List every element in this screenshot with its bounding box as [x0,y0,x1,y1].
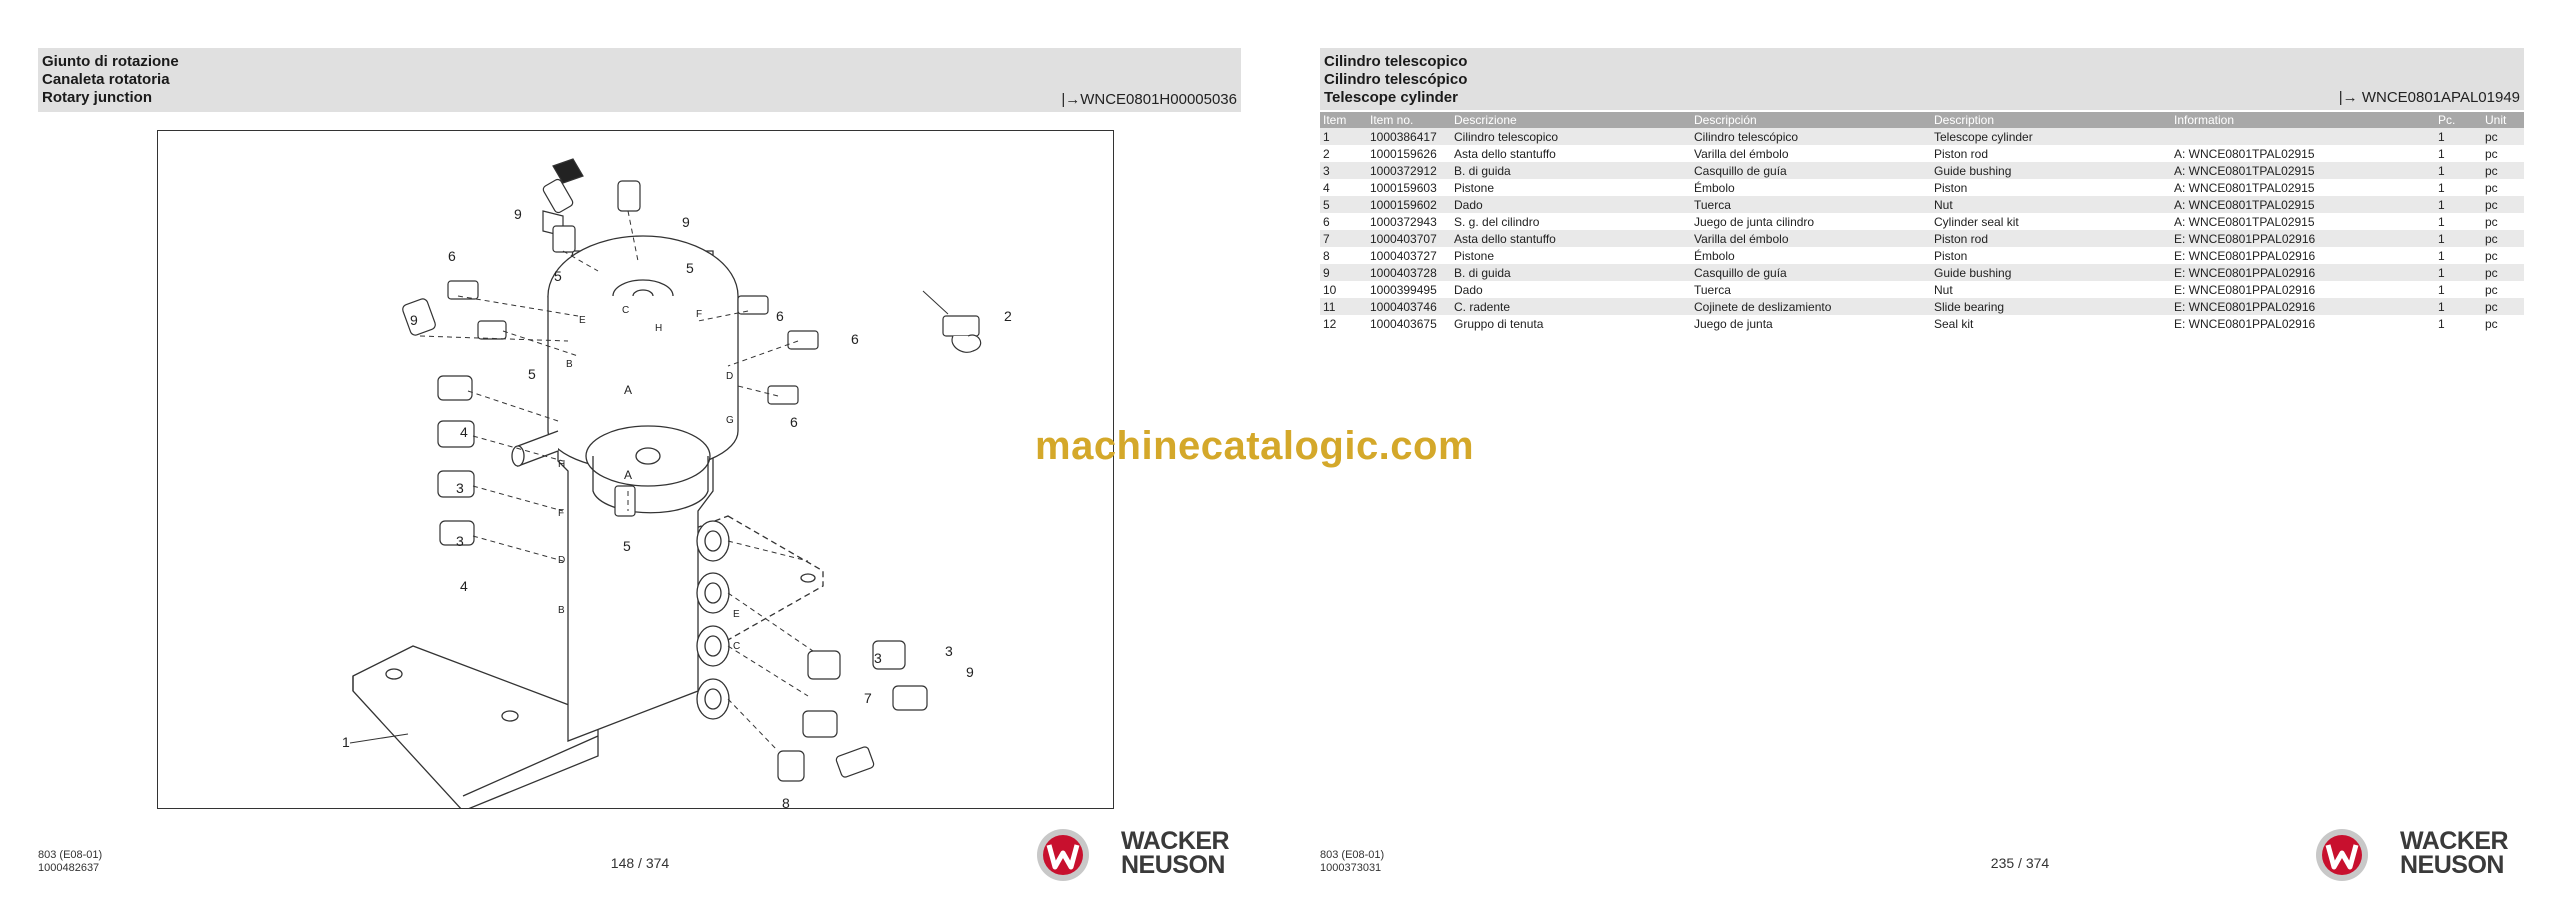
cell-unit: pc [2482,179,2524,196]
title-italian: Cilindro telescopico [1324,53,1468,70]
brand-wordmark: WACKER NEUSON [1121,827,1230,879]
callout-9b: 9 [682,214,690,230]
title-italian: Giunto di rotazione [42,53,179,70]
callout-4b: 4 [460,578,468,594]
cell-description: Nut [1931,196,2171,213]
parts-table-body [1320,128,2524,332]
watermark-text: machinecatalogic.com [1035,424,1475,468]
cell-pc: 1 [2435,162,2482,179]
cell-item-no: 1000159602 [1367,196,1451,213]
cell-item-no: 1000403727 [1367,247,1451,264]
table-row [1320,196,2524,213]
left-page-number: 148 / 374 [610,855,670,871]
callout-3d: 3 [945,643,953,659]
column-header-descripcion: Descripción [1691,112,1931,128]
cell-item: 8 [1320,247,1367,264]
cell-information: A: WNCE0801TPAL02915 [2171,162,2435,179]
table-row [1320,145,2524,162]
column-header-unit: Unit [2482,112,2524,128]
right-footer-codes [1320,849,1384,875]
cell-item: 4 [1320,179,1367,196]
cell-descripcion: Cilindro telescópico [1691,128,1931,145]
cell-descripcion: Juego de junta [1691,315,1931,332]
cell-descrizione: Dado [1451,281,1691,298]
cell-item-no: 1000159603 [1367,179,1451,196]
document-number: 1000373031 [1320,862,1382,874]
cell-item: 5 [1320,196,1367,213]
callout-6d: 6 [790,414,798,430]
cell-item-no: 1000159626 [1367,145,1451,162]
cell-item: 7 [1320,230,1367,247]
callout-6a: 6 [448,248,456,264]
callout-5b: 5 [686,260,694,276]
callout-3a: 3 [456,480,464,496]
cell-pc: 1 [2435,145,2482,162]
cell-description: Piston [1931,247,2171,264]
cell-descripcion: Varilla del émbolo [1691,230,1931,247]
cell-descrizione: Dado [1451,196,1691,213]
cell-item: 11 [1320,298,1367,315]
cell-information: E: WNCE0801PPAL02916 [2171,247,2435,264]
cell-pc: 1 [2435,281,2482,298]
callout-5a: 5 [554,268,562,284]
cell-unit: pc [2482,162,2524,179]
model-code: 803 (E08-01) [38,849,103,861]
cell-information: E: WNCE0801PPAL02916 [2171,230,2435,247]
cell-item-no: 1000372912 [1367,162,1451,179]
port-label-f1: F [696,309,703,320]
serial-range-code: |→ WNCE0801APAL01949 [2338,89,2520,106]
cell-item: 3 [1320,162,1367,179]
cell-item-no: 1000403707 [1367,230,1451,247]
callout-8: 8 [782,795,790,808]
rotary-junction-illustration [158,131,1113,808]
table-row [1320,230,2524,247]
cell-pc: 1 [2435,128,2482,145]
port-label-c2: C [733,641,741,652]
column-header-descrizione: Descrizione [1451,112,1691,128]
cell-pc: 1 [2435,247,2482,264]
cell-item-no: 1000399495 [1367,281,1451,298]
cell-description: Guide bushing [1931,264,2171,281]
port-label-g: G [726,415,734,426]
cell-descripcion: Cojinete de deslizamiento [1691,298,1931,315]
cell-information: A: WNCE0801TPAL02915 [2171,196,2435,213]
column-header-information: Information [2171,112,2435,128]
model-code: 803 (E08-01) [1320,849,1385,861]
table-header-row [1320,112,2524,128]
cell-pc: 1 [2435,264,2482,281]
cell-unit: pc [2482,213,2524,230]
cell-descripcion: Juego de junta cilindro [1691,213,1931,230]
cell-information: E: WNCE0801PPAL02916 [2171,315,2435,332]
column-header-item: Item [1320,112,1367,128]
wacker-neuson-emblem-icon [2314,827,2370,883]
left-title-bar [38,48,1241,112]
table-row [1320,264,2524,281]
cell-descrizione: Pistone [1451,179,1691,196]
wacker-neuson-logo [2314,827,2524,883]
callout-9d: 9 [966,664,974,680]
cell-unit: pc [2482,298,2524,315]
callout-6b: 6 [776,308,784,324]
right-page-number: 235 / 374 [1990,855,2050,871]
cell-item: 1 [1320,128,1367,145]
cell-pc: 1 [2435,196,2482,213]
cell-unit: pc [2482,128,2524,145]
port-label-d1: D [726,371,734,382]
table-row [1320,298,2524,315]
cell-descripcion: Casquillo de guía [1691,264,1931,281]
cell-description: Piston [1931,179,2171,196]
cell-information: E: WNCE0801PPAL02916 [2171,264,2435,281]
title-english: Telescope cylinder [1324,89,1458,106]
document-number: 1000482637 [38,862,100,874]
brand-wordmark: WACKER NEUSON [2400,827,2509,879]
cell-information: E: WNCE0801PPAL02916 [2171,281,2435,298]
cell-unit: pc [2482,315,2524,332]
cell-descrizione: Gruppo di tenuta [1451,315,1691,332]
title-spanish: Canaleta rotatoria [42,71,170,88]
cell-item-no: 1000403675 [1367,315,1451,332]
cell-unit: pc [2482,196,2524,213]
cell-descripcion: Varilla del émbolo [1691,145,1931,162]
cell-unit: pc [2482,247,2524,264]
cell-descripcion: Casquillo de guía [1691,162,1931,179]
table-row [1320,213,2524,230]
port-label-d2: D [558,555,566,566]
cell-descrizione: Asta dello stantuffo [1451,145,1691,162]
cell-unit: pc [2482,145,2524,162]
cell-descrizione: B. di guida [1451,264,1691,281]
cell-item: 6 [1320,213,1367,230]
cell-description: Piston rod [1931,230,2171,247]
cell-pc: 1 [2435,230,2482,247]
cell-descripcion: Tuerca [1691,281,1931,298]
cell-item-no: 1000403746 [1367,298,1451,315]
left-titles [42,53,179,107]
cell-pc: 1 [2435,179,2482,196]
table-row [1320,281,2524,298]
callout-3b: 3 [456,533,464,549]
callout-2: 2 [1004,308,1012,324]
cell-information: A: WNCE0801TPAL02915 [2171,213,2435,230]
cell-unit: pc [2482,264,2524,281]
cell-item-no: 1000386417 [1367,128,1451,145]
cell-description: Piston rod [1931,145,2171,162]
port-label-e2: E [733,609,740,620]
cell-descrizione: C. radente [1451,298,1691,315]
callout-9c: 9 [410,312,418,328]
title-english: Rotary junction [42,89,153,106]
exploded-parts-drawing [157,130,1114,809]
cell-information: A: WNCE0801TPAL02915 [2171,179,2435,196]
callout-3c: 3 [874,650,882,666]
callout-4a: 4 [460,424,468,440]
cell-descrizione: Pistone [1451,247,1691,264]
port-label-h1: H [655,323,663,334]
cell-information: A: WNCE0801TPAL02915 [2171,145,2435,162]
serial-range-code: |→WNCE0801H00005036 [1061,91,1237,108]
cell-descripcion: Tuerca [1691,196,1931,213]
cell-pc: 1 [2435,315,2482,332]
left-footer-codes [38,849,102,875]
right-title-bar [1320,48,2524,110]
cell-information [2171,128,2435,145]
port-label-a1: A [624,383,633,397]
cell-descripcion: Émbolo [1691,247,1931,264]
port-label-f2: F [558,508,565,519]
table-row [1320,247,2524,264]
cell-item-no: 1000372943 [1367,213,1451,230]
cell-descrizione: B. di guida [1451,162,1691,179]
cell-descrizione: Cilindro telescopico [1451,128,1691,145]
port-label-e1: E [579,315,586,326]
column-header-description: Description [1931,112,2171,128]
wacker-neuson-logo [1035,827,1245,883]
cell-description: Slide bearing [1931,298,2171,315]
cell-description: Seal kit [1931,315,2171,332]
right-titles [1324,53,1467,107]
cell-description: Telescope cylinder [1931,128,2171,145]
cell-information: E: WNCE0801PPAL02916 [2171,298,2435,315]
table-row [1320,179,2524,196]
cell-item: 12 [1320,315,1367,332]
port-label-h2: H [558,459,566,470]
port-label-b1: B [566,359,573,370]
table-row [1320,128,2524,145]
callout-5c: 5 [528,366,536,382]
callout-1: 1 [342,734,350,750]
column-header-pc: Pc. [2435,112,2482,128]
parts-table [1320,112,2524,332]
table-row [1320,315,2524,332]
title-spanish: Cilindro telescópico [1324,71,1468,88]
cell-item: 10 [1320,281,1367,298]
port-label-a2: A [624,468,633,482]
cell-pc: 1 [2435,213,2482,230]
callout-7: 7 [864,690,872,706]
cell-descrizione: Asta dello stantuffo [1451,230,1691,247]
table-row [1320,162,2524,179]
cell-description: Cylinder seal kit [1931,213,2171,230]
port-label-c1: C [622,305,630,316]
column-header-item-no: Item no. [1367,112,1451,128]
wacker-neuson-emblem-icon [1035,827,1091,883]
cell-item: 2 [1320,145,1367,162]
cell-unit: pc [2482,281,2524,298]
cell-descrizione: S. g. del cilindro [1451,213,1691,230]
cell-pc: 1 [2435,298,2482,315]
cell-description: Nut [1931,281,2171,298]
port-label-b2: B [558,605,565,616]
cell-descripcion: Émbolo [1691,179,1931,196]
callout-6c: 6 [851,331,859,347]
callout-9a: 9 [514,206,522,222]
callout-5d: 5 [623,538,631,554]
cell-item-no: 1000403728 [1367,264,1451,281]
cell-unit: pc [2482,230,2524,247]
cell-item: 9 [1320,264,1367,281]
cell-description: Guide bushing [1931,162,2171,179]
